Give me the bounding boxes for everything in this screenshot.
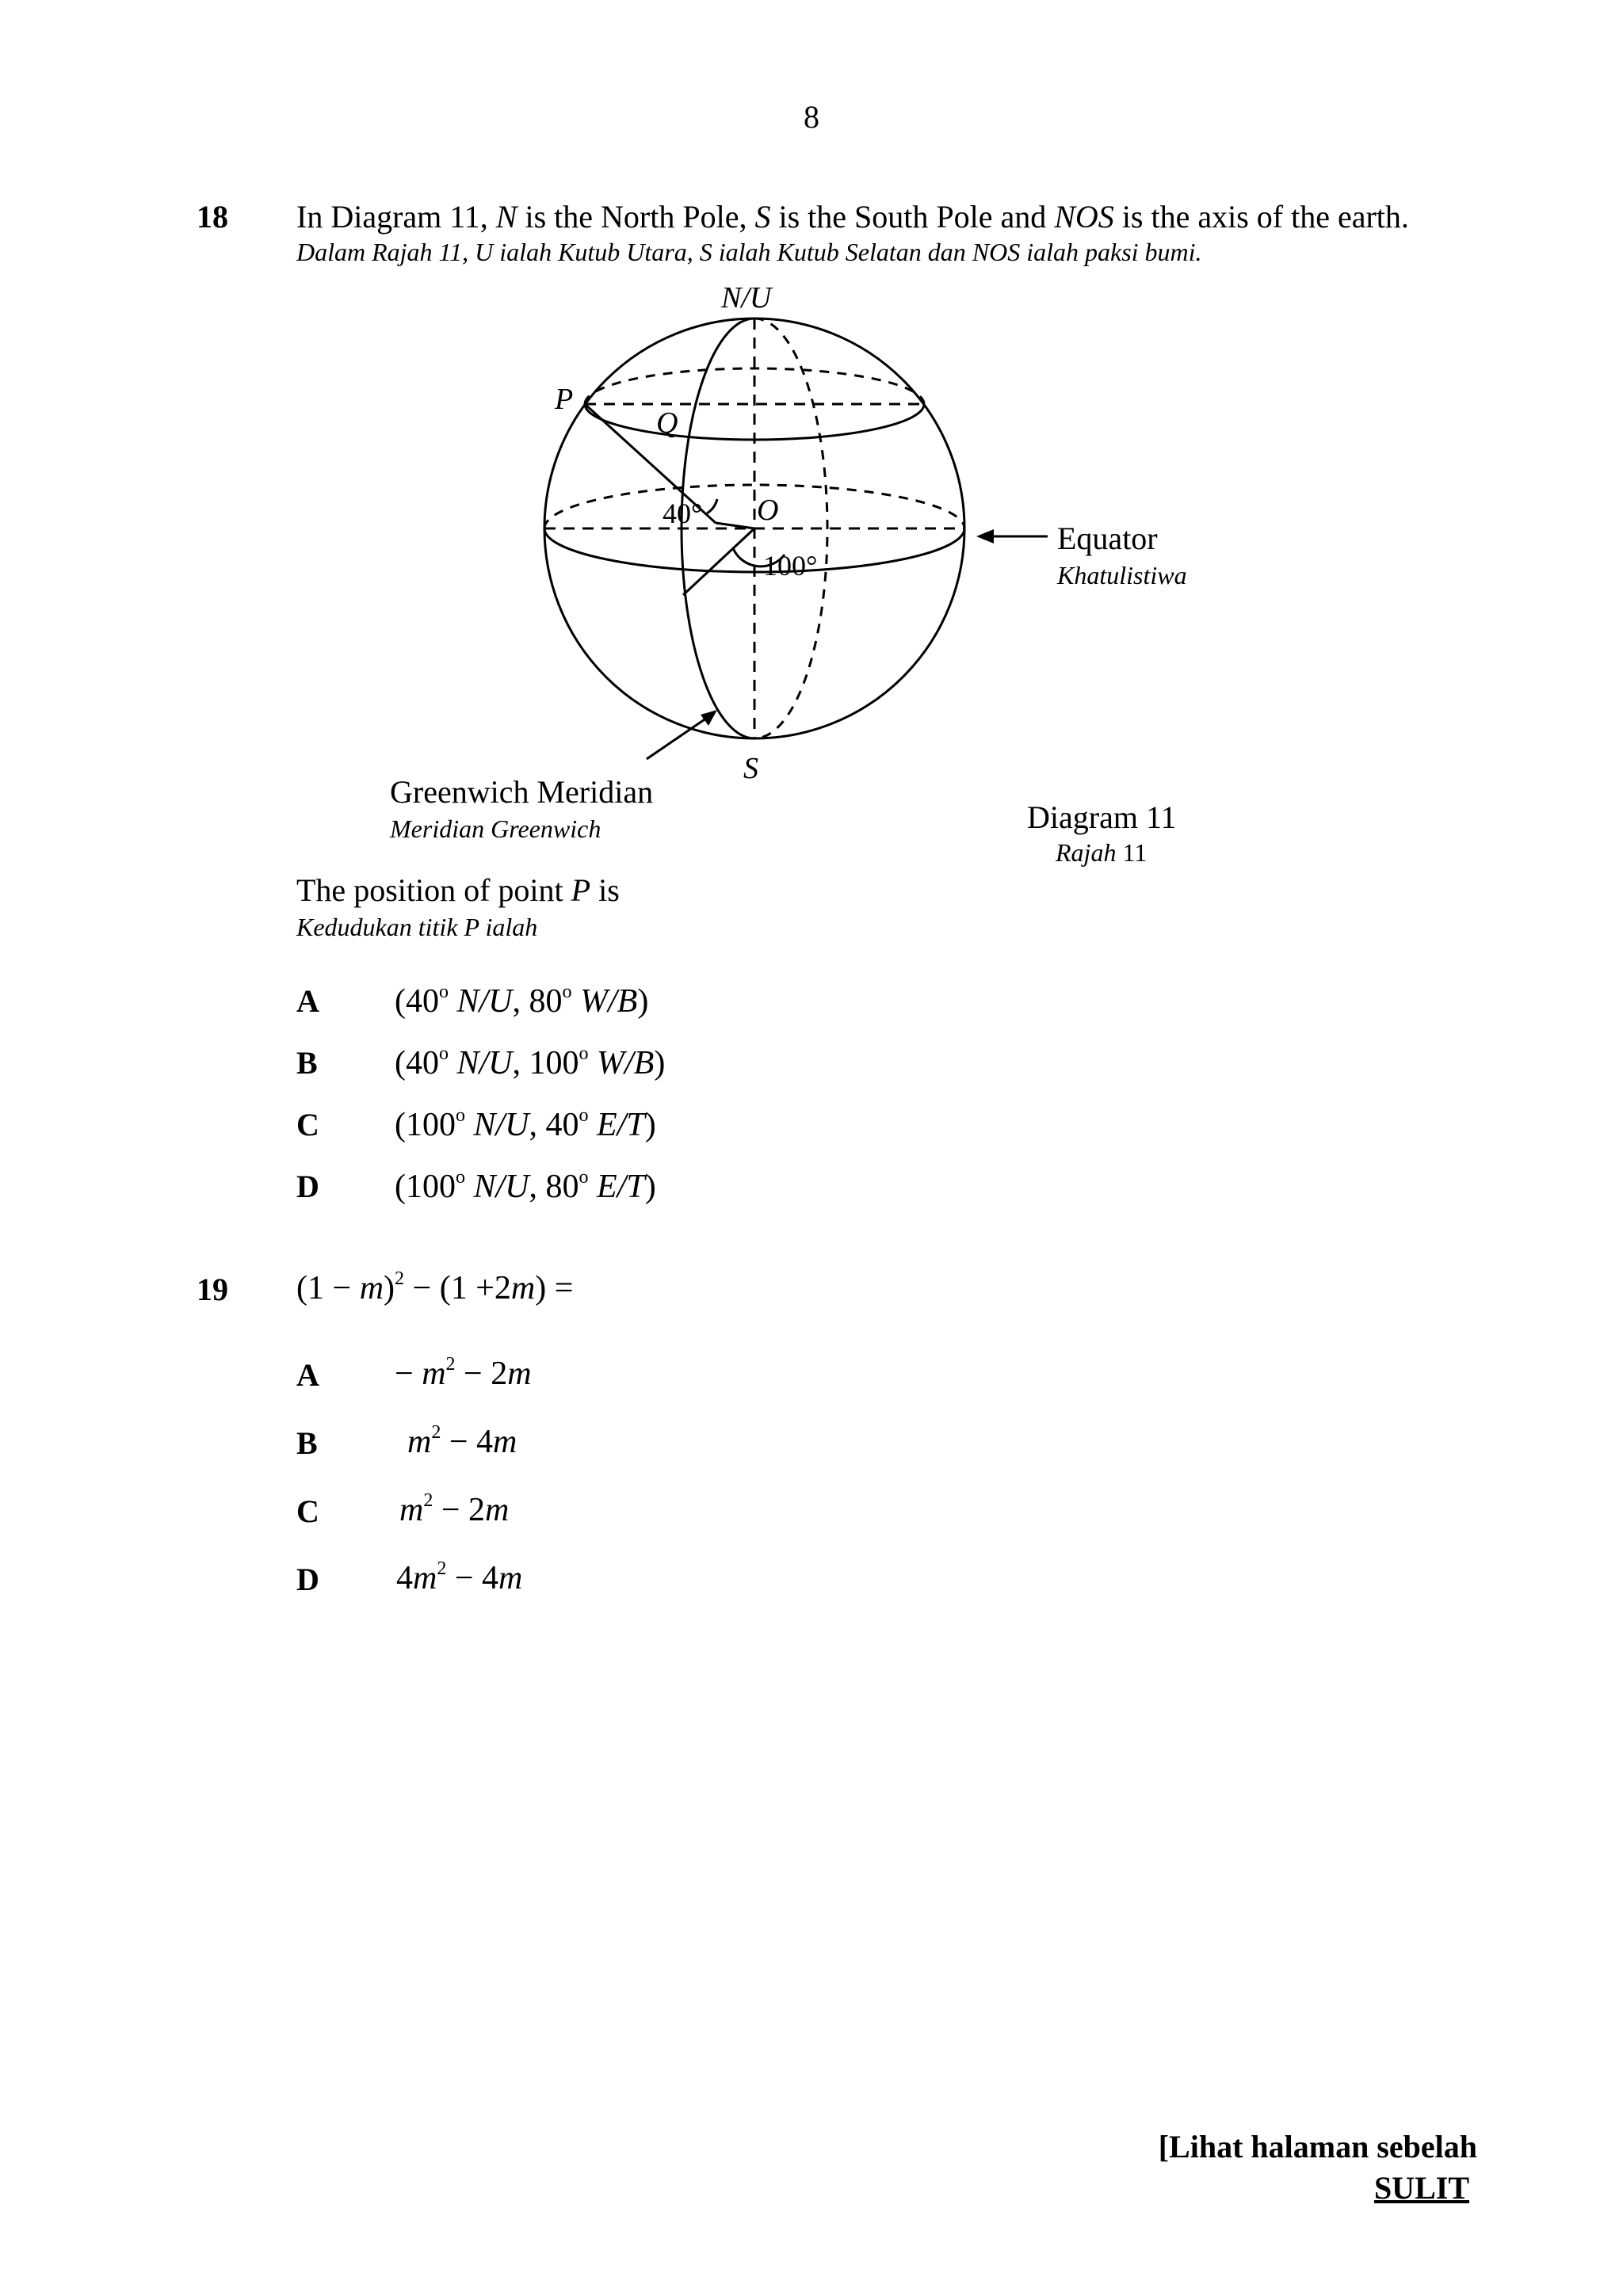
q19-expression: $(1 - m)^2 - (1 +2m)$ = bbox=[296, 1268, 574, 1306]
label-south: S bbox=[743, 752, 758, 785]
footer-next-page: [Lihat halaman sebelah bbox=[1158, 2129, 1477, 2164]
label-angle-40: 40° bbox=[663, 498, 703, 529]
q19-option-d-letter[interactable]: D bbox=[296, 1562, 319, 1597]
q18-question-malay: Kedudukan titik P ialah bbox=[296, 913, 538, 941]
globe-diagram bbox=[0, 0, 1623, 871]
angle-40-arc bbox=[707, 499, 717, 513]
footer-sulit: SULIT bbox=[1373, 2170, 1469, 2206]
diagram-caption-malay: Rajah 11 bbox=[1056, 838, 1148, 867]
question-number-18: 18 bbox=[197, 199, 228, 235]
greenwich-label-malay: Meridian Greenwich bbox=[390, 814, 601, 843]
q18-question-english: The position of point P is bbox=[296, 872, 620, 908]
question-number-19: 19 bbox=[197, 1272, 228, 1307]
equator-label-malay: Khatulistiwa bbox=[1057, 561, 1187, 589]
diagram-caption: Diagram 11 bbox=[1027, 799, 1177, 835]
q19-option-d-text[interactable]: $4m^2 - 4m$ bbox=[396, 1558, 523, 1596]
page-number: 8 bbox=[804, 99, 819, 135]
q19-option-b-text[interactable]: $m^2 - 4m$ bbox=[407, 1422, 517, 1460]
q18-option-c-letter[interactable]: C bbox=[296, 1107, 319, 1142]
q19-option-c-text[interactable]: $m^2 - 2m$ bbox=[399, 1490, 510, 1528]
q18-option-a-letter[interactable]: A bbox=[296, 983, 319, 1019]
q18-stem-english: In Diagram 11, N is the North Pole, S is the South Pole and NOS is the axis of the earth. bbox=[296, 199, 1409, 235]
q19-option-b-letter[interactable]: B bbox=[296, 1425, 318, 1461]
q19-option-a-text[interactable]: − $m^2 - 2m$ bbox=[395, 1354, 532, 1392]
greenwich-label: Greenwich Meridian bbox=[390, 774, 654, 810]
label-p: P bbox=[555, 383, 574, 416]
q18-option-c-text[interactable]: (100$^o$ N/U, 40$^o$ E/T) bbox=[395, 1105, 656, 1143]
q18-stem-malay: Dalam Rajah 11, U ialah Kutub Utara, S ialah Kutub Selatan dan NOS ialah paksi bumi. bbox=[296, 238, 1202, 266]
equator-label: Equator bbox=[1057, 521, 1158, 556]
q18-option-a-text[interactable]: (40$^o$ N/U, 80$^o$ W/B) bbox=[395, 982, 649, 1020]
q19-option-c-letter[interactable]: C bbox=[296, 1493, 319, 1529]
q19-option-a-letter[interactable]: A bbox=[296, 1357, 319, 1393]
q18-option-b-letter[interactable]: B bbox=[296, 1045, 318, 1081]
q18-option-b-text[interactable]: (40$^o$ N/U, 100$^o$ W/B) bbox=[395, 1043, 666, 1081]
q18-option-d-letter[interactable]: D bbox=[296, 1169, 319, 1204]
label-o: O bbox=[757, 494, 779, 527]
label-north: N/U bbox=[721, 281, 772, 315]
label-angle-100: 100° bbox=[763, 550, 818, 582]
label-q: Q bbox=[656, 406, 678, 440]
q18-option-d-text[interactable]: (100$^o$ N/U, 80$^o$ E/T) bbox=[395, 1167, 656, 1205]
greenwich-arrow bbox=[647, 716, 709, 759]
